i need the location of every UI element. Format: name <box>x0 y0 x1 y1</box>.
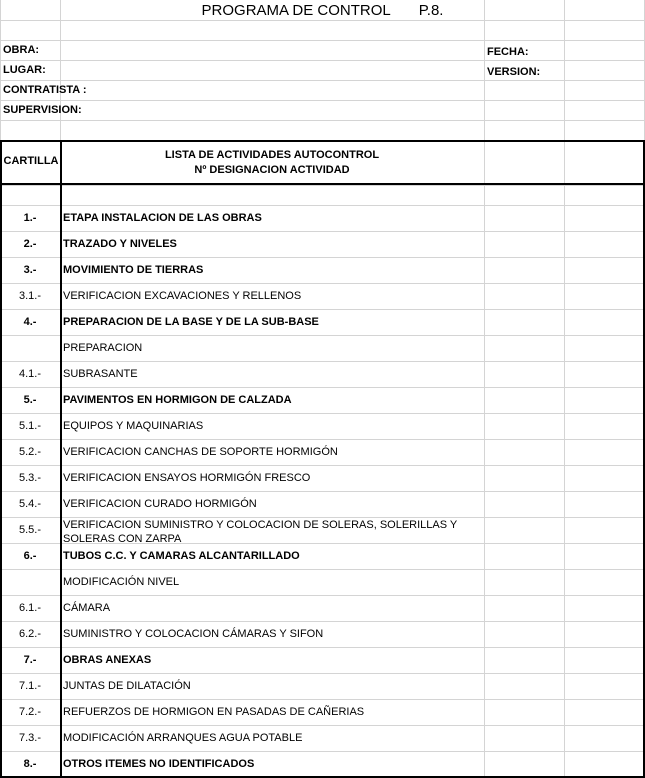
row-number: 1.- <box>23 212 37 224</box>
row-number: 6.2.- <box>18 628 41 640</box>
row-number: 6.- <box>23 550 37 562</box>
grid-line <box>484 0 485 778</box>
row-activity: MODIFICACIÓN NIVEL <box>63 576 180 588</box>
row-number: 5.5.- <box>18 524 41 536</box>
table-divider <box>60 140 62 778</box>
obra-label: OBRA: <box>3 44 40 56</box>
row-activity: ETAPA INSTALACION DE LAS OBRAS <box>63 212 262 224</box>
version-label: VERSION: <box>487 66 541 78</box>
grid-line <box>0 40 645 41</box>
grid-line <box>0 309 645 310</box>
row-activity: VERIFICACION SUMINISTRO Y COLOCACION DE SOLERAS, SOLERILLAS Y SOLERAS CON ZARPA <box>63 519 458 545</box>
row-number: 8.- <box>23 758 37 770</box>
row-number: 2.- <box>23 238 37 250</box>
row-number: 7.2.- <box>18 706 41 718</box>
row-number: 6.1.- <box>18 602 41 614</box>
row-activity: PAVIMENTOS EN HORMIGON DE CALZADA <box>63 394 292 406</box>
row-activity: JUNTAS DE DILATACIÓN <box>63 680 191 692</box>
grid-line <box>0 20 645 21</box>
row-activity: VERIFICACION CANCHAS DE SOPORTE HORMIGÓN <box>63 446 338 458</box>
supervision-label: SUPERVISION: <box>3 104 82 116</box>
row-number: 4.- <box>23 316 37 328</box>
grid-line <box>0 699 645 700</box>
grid-line <box>0 283 645 284</box>
title-code: P.8. <box>418 1 444 19</box>
grid-line <box>0 439 645 440</box>
row-activity: VERIFICACION ENSAYOS HORMIGÓN FRESCO <box>63 472 311 484</box>
col-lista-header: LISTA DE ACTIVIDADES AUTOCONTROL <box>164 149 380 161</box>
contratista-label: CONTRATISTA : <box>3 84 87 96</box>
row-number: 5.3.- <box>18 472 41 484</box>
title-main: PROGRAMA DE CONTROL <box>201 1 391 19</box>
row-number: 3.1.- <box>18 290 41 302</box>
row-number: 7.3.- <box>18 732 41 744</box>
row-activity: SUBRASANTE <box>63 368 138 380</box>
row-number: 5.1.- <box>18 420 41 432</box>
row-number: 7.- <box>23 654 37 666</box>
grid-line <box>0 491 645 492</box>
grid-line <box>0 361 645 362</box>
grid-line <box>0 569 645 570</box>
row-number: 5.4.- <box>18 498 41 510</box>
row-activity: REFUERZOS DE HORMIGON EN PASADAS DE CAÑERIAS <box>63 706 365 718</box>
row-activity: PREPARACION <box>63 342 143 354</box>
grid-line <box>0 120 645 121</box>
grid-line <box>0 387 645 388</box>
grid-line <box>0 60 645 61</box>
lugar-label: LUGAR: <box>3 64 46 76</box>
row-number: 7.1.- <box>18 680 41 692</box>
row-activity: SUMINISTRO Y COLOCACION CÁMARAS Y SIFON <box>63 628 324 640</box>
row-activity: VERIFICACION CURADO HORMIGÓN <box>63 498 257 510</box>
grid-line <box>564 0 565 778</box>
row-activity: EQUIPOS Y MAQUINARIAS <box>63 420 204 432</box>
grid-line <box>0 80 645 81</box>
row-activity: OBRAS ANEXAS <box>63 654 152 666</box>
grid-line <box>0 205 645 206</box>
row-number: 4.1.- <box>18 368 41 380</box>
row-activity: MOVIMIENTO DE TIERRAS <box>63 264 204 276</box>
grid-line <box>0 465 645 466</box>
row-activity: PREPARACION DE LA BASE Y DE LA SUB-BASE <box>63 316 319 328</box>
grid-line <box>0 647 645 648</box>
row-activity: CÁMARA <box>63 602 111 614</box>
row-activity: TUBOS C.C. Y CAMARAS ALCANTARILLADO <box>63 550 300 562</box>
row-number: 5.- <box>23 394 37 406</box>
row-activity: TRAZADO Y NIVELES <box>63 238 177 250</box>
fecha-label: FECHA: <box>487 46 529 58</box>
grid-line <box>0 100 645 101</box>
grid-line <box>0 621 645 622</box>
row-number: 5.2.- <box>18 446 41 458</box>
col-cartilla-header: CARTILLA <box>3 155 59 167</box>
grid-line <box>0 725 645 726</box>
grid-line <box>0 185 645 186</box>
page-title <box>0 0 645 20</box>
row-activity: MODIFICACIÓN ARRANQUES AGUA POTABLE <box>63 732 303 744</box>
grid-line <box>0 231 645 232</box>
row-number: 3.- <box>23 264 37 276</box>
grid-line <box>0 673 645 674</box>
grid-line <box>0 751 645 752</box>
table-header-frame <box>0 140 645 185</box>
grid-line <box>0 595 645 596</box>
grid-line <box>0 257 645 258</box>
grid-line <box>0 335 645 336</box>
row-activity: VERIFICACION EXCAVACIONES Y RELLENOS <box>63 290 302 302</box>
grid-line <box>0 413 645 414</box>
col-designacion-header: Nº DESIGNACION ACTIVIDAD <box>194 164 350 176</box>
row-activity: OTROS ITEMES NO IDENTIFICADOS <box>63 758 255 770</box>
